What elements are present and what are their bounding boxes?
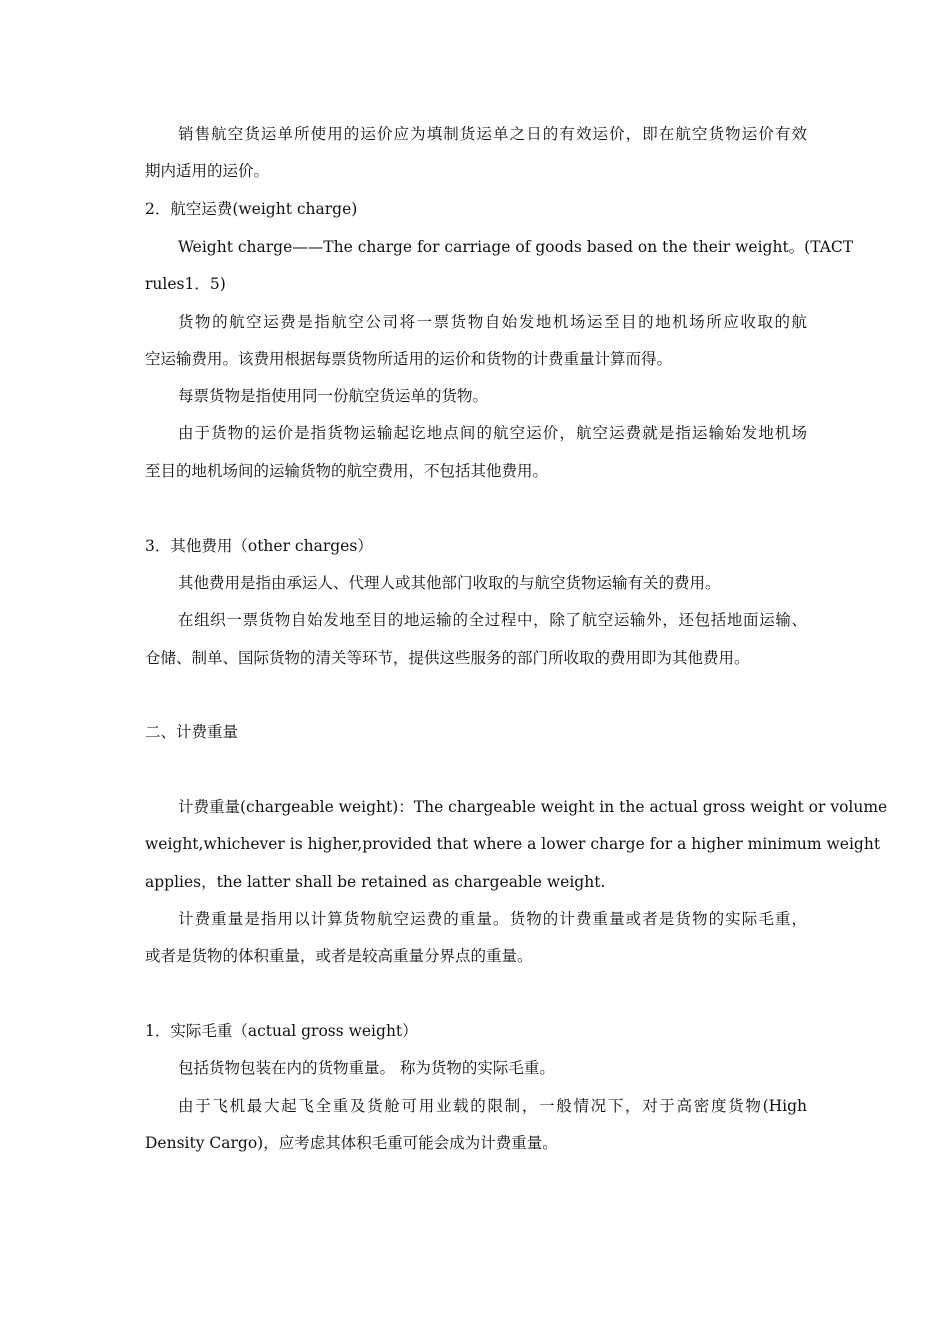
- paragraph-line: 期内适用的运价。: [145, 162, 270, 180]
- section-heading: 3．其他费用（other charges）: [145, 537, 373, 555]
- paragraph-line: 每票货物是指使用同一份航空货运单的货物。: [178, 387, 489, 405]
- paragraph-line: 在组织一票货物自始发地至目的地运输的全过程中，除了航空运输外，还包括地面运输、: [178, 611, 807, 629]
- paragraph-line: 至目的地机场间的运输货物的航空费用，不包括其他费用。: [145, 462, 549, 480]
- paragraph-line: weight,whichever is higher,provided that where a lower charge for a higher minimum weight: [145, 835, 881, 853]
- paragraph-line: 销售航空货运单所使用的运价应为填制货运单之日的有效运价，即在航空货物运价有效: [178, 125, 807, 143]
- chapter-heading: 二、计费重量: [145, 723, 239, 741]
- section-heading: 1．实际毛重（actual gross weight）: [145, 1022, 418, 1040]
- paragraph-line: 由于飞机最大起飞全重及货舱可用业载的限制，一般情况下，对于高密度货物(High: [178, 1097, 807, 1115]
- paragraph-line: 仓储、制单、国际货物的清关等环节，提供这些服务的部门所收取的费用即为其他费用。: [145, 649, 750, 667]
- section-heading: 2．航空运费(weight charge): [145, 200, 358, 218]
- paragraph-line: 货物的航空运费是指航空公司将一票货物自始发地机场运至目的地机场所应收取的航: [178, 313, 807, 331]
- paragraph-line: 计费重量(chargeable weight)：The chargeable weight in the actual gross weight or volume: [178, 798, 888, 816]
- paragraph-line: 由于货物的运价是指货物运输起讫地点间的航空运价，航空运费就是指运输始发地机场: [178, 424, 807, 442]
- paragraph-line: Weight charge——The charge for carriage of goods based on the their weight。(TACT: [178, 238, 854, 256]
- paragraph-line: applies，the latter shall be retained as chargeable weight.: [145, 873, 606, 891]
- paragraph-line: 计费重量是指用以计算货物航空运费的重量。货物的计费重量或者是货物的实际毛重，: [178, 910, 807, 928]
- paragraph-line: 包括货物包装在内的货物重量。 称为货物的实际毛重。: [178, 1059, 555, 1077]
- paragraph-line: rules1．5): [145, 275, 226, 293]
- paragraph-line: Density Cargo)，应考虑其体积毛重可能会成为计费重量。: [145, 1134, 558, 1152]
- paragraph-line: 空运输费用。该费用根据每票货物所适用的运价和货物的计费重量计算而得。: [145, 350, 673, 368]
- paragraph-line: 其他费用是指由承运人、代理人或其他部门收取的与航空货物运输有关的费用。: [178, 574, 721, 592]
- paragraph-line: 或者是货物的体积重量，或者是较高重量分界点的重量。: [145, 947, 533, 965]
